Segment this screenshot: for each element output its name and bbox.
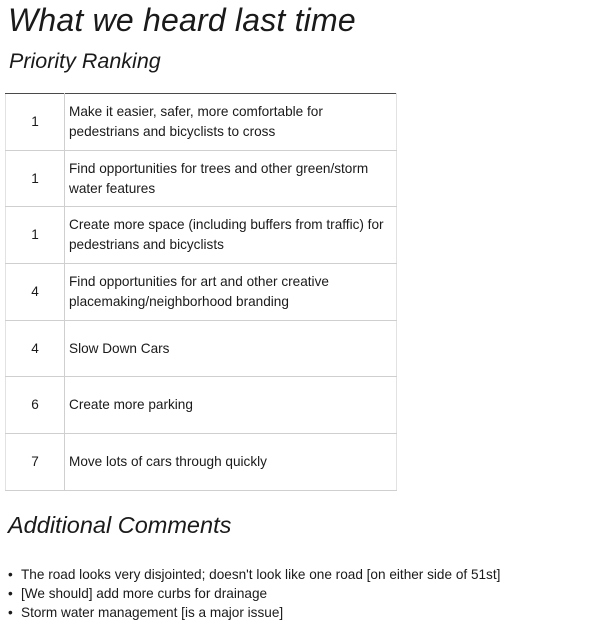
list-item: [8, 584, 615, 603]
section-heading-additional-comments: Additional Comments: [8, 512, 232, 538]
page-title: What we heard last time: [8, 2, 356, 38]
priority-description-cell: Create more parking: [65, 377, 397, 434]
table-row: [6, 320, 397, 377]
priority-description-cell: Find opportunities for trees and other green/storm water features: [65, 150, 397, 207]
priority-description-cell: Move lots of cars through quickly: [65, 434, 397, 491]
list-item: [8, 565, 615, 584]
rank-cell: 6: [6, 377, 65, 434]
comment-text: The road looks very disjointed; doesn't look like one road [on either side of 51st]: [21, 567, 501, 582]
comment-text: Storm water management [is a major issue]: [21, 605, 284, 620]
table-row: [6, 264, 397, 321]
comment-text: [We should] add more curbs for drainage: [21, 586, 268, 601]
rank-cell: 1: [6, 94, 65, 151]
bullet-icon: •: [8, 586, 13, 601]
rank-cell: 4: [6, 264, 65, 321]
priority-description-cell: Find opportunities for art and other creative placemaking/neighborhood branding: [65, 264, 397, 321]
bullet-icon: •: [8, 605, 13, 620]
priority-description-cell: Slow Down Cars: [65, 320, 397, 377]
table-row: [6, 150, 397, 207]
table-row: [6, 94, 397, 151]
priority-ranking-table: [5, 93, 397, 491]
comments-list: [8, 565, 615, 622]
section-subtitle-priority-ranking: Priority Ranking: [9, 49, 161, 73]
rank-cell: 7: [6, 434, 65, 491]
table-row: [6, 207, 397, 264]
priority-description-cell: Make it easier, safer, more comfortable for pedestrians and bicyclists to cross: [65, 94, 397, 151]
rank-cell: 4: [6, 320, 65, 377]
bullet-icon: •: [8, 567, 13, 582]
priority-description-cell: Create more space (including buffers from traffic) for pedestrians and bicyclists: [65, 207, 397, 264]
rank-cell: 1: [6, 207, 65, 264]
list-item: [8, 603, 615, 622]
table-row: [6, 434, 397, 491]
rank-cell: 1: [6, 150, 65, 207]
table-row: [6, 377, 397, 434]
